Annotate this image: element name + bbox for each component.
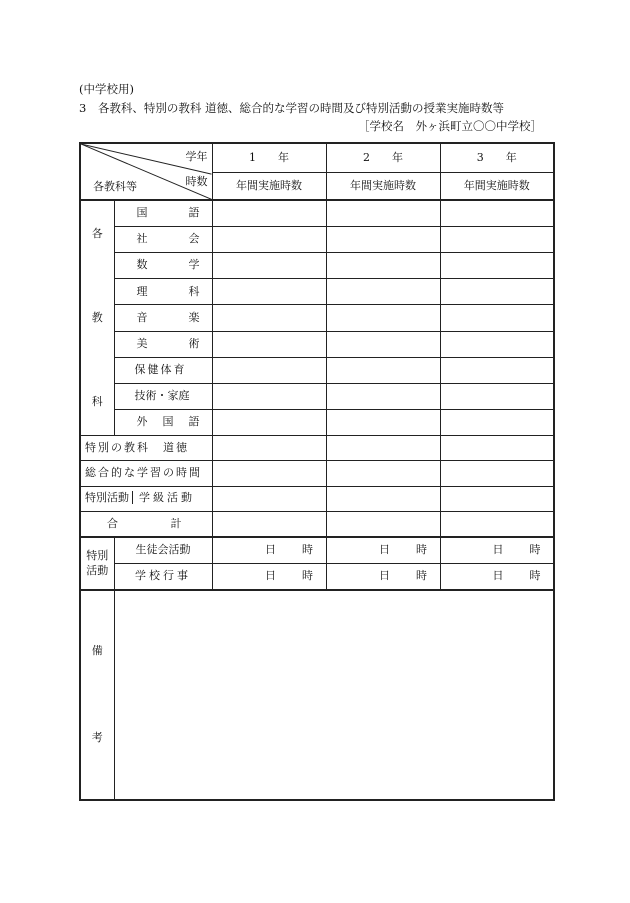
corner-grade-label: 学年 xyxy=(185,150,208,163)
cell-entry[interactable] xyxy=(440,410,554,436)
cell-entry[interactable] xyxy=(326,511,440,537)
cell-entry[interactable] xyxy=(440,383,554,409)
cell-entry[interactable] xyxy=(440,253,554,279)
grade-1-header: 1 年 xyxy=(212,143,326,172)
cell-entry[interactable] xyxy=(326,331,440,357)
subject-label: 保健体育 xyxy=(114,357,212,383)
corner-header xyxy=(80,143,212,200)
student-council-label: 生徒会活動 xyxy=(114,537,212,563)
subjects-group-label: 各 教 科 xyxy=(80,200,114,435)
cell-entry[interactable] xyxy=(440,279,554,305)
section-heading: 3 各教科、特別の教科 道徳、総合的な学習の時間及び特別活動の授業実施時数等 xyxy=(79,101,504,115)
total-label: 合 計 xyxy=(80,511,212,537)
subject-label: 美 術 xyxy=(114,331,212,357)
cell-entry[interactable] xyxy=(326,279,440,305)
moral-label: 特別の教科 道徳 xyxy=(80,436,212,461)
cell-entry[interactable] xyxy=(440,461,554,486)
corner-subject-label: 各教科等 xyxy=(93,180,137,193)
cell-entry[interactable] xyxy=(440,357,554,383)
col-head-3: 年間実施時数 xyxy=(440,172,554,200)
cell-entry[interactable] xyxy=(212,226,326,252)
cell-entry[interactable] xyxy=(212,331,326,357)
cell-entry[interactable] xyxy=(440,436,554,461)
special-group-label: 特別 活動 xyxy=(80,537,114,589)
school-events-label: 学校行事 xyxy=(114,563,212,589)
day-hour-cell[interactable]: 日 時 xyxy=(326,537,440,563)
cell-entry[interactable] xyxy=(212,436,326,461)
grade-2-header: 2 年 xyxy=(326,143,440,172)
day-hour-cell[interactable]: 日 時 xyxy=(440,537,554,563)
cell-entry[interactable] xyxy=(440,331,554,357)
col-head-2: 年間実施時数 xyxy=(326,172,440,200)
subject-label: 音 楽 xyxy=(114,305,212,331)
cell-entry[interactable] xyxy=(212,305,326,331)
cell-entry[interactable] xyxy=(440,226,554,252)
cell-entry[interactable] xyxy=(212,357,326,383)
hours-table xyxy=(79,142,555,801)
cell-entry[interactable] xyxy=(326,305,440,331)
cell-entry[interactable] xyxy=(440,200,554,226)
cell-entry[interactable] xyxy=(212,461,326,486)
cell-entry[interactable] xyxy=(326,357,440,383)
cell-entry[interactable] xyxy=(212,383,326,409)
form-label: (中学校用) xyxy=(79,82,134,96)
corner-hours-label: 時数 xyxy=(185,175,208,188)
day-hour-cell[interactable]: 日 時 xyxy=(326,563,440,589)
subject-label: 数 学 xyxy=(114,253,212,279)
day-hour-cell[interactable]: 日 時 xyxy=(440,563,554,589)
cell-entry[interactable] xyxy=(326,200,440,226)
cell-entry[interactable] xyxy=(440,486,554,511)
cell-entry[interactable] xyxy=(212,279,326,305)
cell-entry[interactable] xyxy=(212,200,326,226)
subject-label: 社 会 xyxy=(114,226,212,252)
cell-entry[interactable] xyxy=(440,511,554,537)
remarks-area[interactable] xyxy=(114,590,554,800)
cell-entry[interactable] xyxy=(326,461,440,486)
subject-label: 国 語 xyxy=(114,200,212,226)
subject-label: 外 国 語 xyxy=(114,410,212,436)
cell-entry[interactable] xyxy=(212,486,326,511)
remarks-label: 備 考 xyxy=(80,590,114,800)
cell-entry[interactable] xyxy=(326,486,440,511)
grade-3-header: 3 年 xyxy=(440,143,554,172)
cell-entry[interactable] xyxy=(326,436,440,461)
day-hour-cell[interactable]: 日 時 xyxy=(212,563,326,589)
subject-label: 理 科 xyxy=(114,279,212,305)
cell-entry[interactable] xyxy=(326,410,440,436)
subject-label: 技術・家庭 xyxy=(114,383,212,409)
cell-entry[interactable] xyxy=(212,410,326,436)
cell-entry[interactable] xyxy=(440,305,554,331)
school-name: ［学校名 外ヶ浜町立〇〇中学校］ xyxy=(358,119,542,133)
day-hour-cell[interactable]: 日 時 xyxy=(212,537,326,563)
cell-entry[interactable] xyxy=(326,253,440,279)
cell-entry[interactable] xyxy=(212,511,326,537)
cell-entry[interactable] xyxy=(212,253,326,279)
integrated-label: 総合的な学習の時間 xyxy=(80,461,212,486)
cell-entry[interactable] xyxy=(326,226,440,252)
cell-entry[interactable] xyxy=(326,383,440,409)
col-head-1: 年間実施時数 xyxy=(212,172,326,200)
class-activity-label: 特別活動 学級活動 xyxy=(80,486,212,511)
